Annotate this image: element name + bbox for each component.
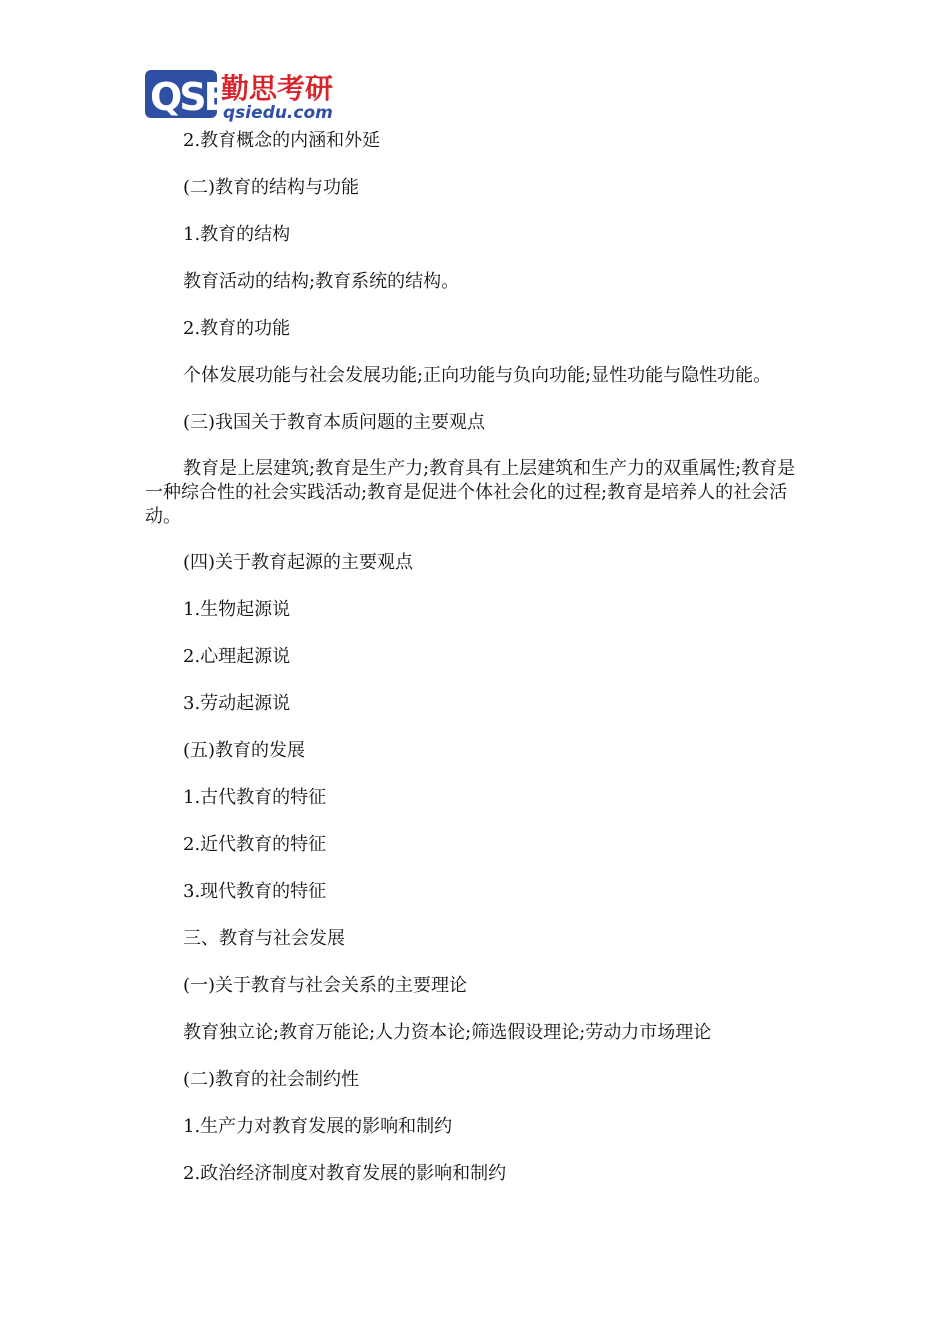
- paragraph: (一)关于教育与社会关系的主要理论: [183, 975, 468, 996]
- paragraph: 教育独立论;教育万能论;人力资本论;筛选假设理论;劳动力市场理论: [183, 1022, 712, 1043]
- paragraph: 教育是上层建筑;教育是生产力;教育具有上层建筑和生产力的双重属性;教育是一种综合性的社会实践活动;教育是促进个体社会化的过程;教育是培养人的社会活动。: [145, 458, 796, 527]
- paragraph: 3.现代教育的特征: [183, 881, 327, 902]
- qse-logo: [143, 66, 353, 124]
- paragraph: 2.教育概念的内涵和外延: [183, 130, 381, 151]
- paragraph: (四)关于教育起源的主要观点: [183, 552, 414, 573]
- paragraph: 3.劳动起源说: [183, 693, 291, 714]
- paragraph: 1.教育的结构: [183, 224, 291, 245]
- document-body: [145, 128, 813, 1208]
- paragraph: (二)教育的社会制约性: [183, 1069, 360, 1090]
- paragraph: 1.生产力对教育发展的影响和制约: [183, 1116, 453, 1137]
- paragraph: 1.古代教育的特征: [183, 787, 327, 808]
- paragraph: (五)教育的发展: [183, 740, 306, 761]
- logo-chinese: 勤思考研: [221, 72, 334, 105]
- paragraph: 2.教育的功能: [183, 318, 291, 339]
- paragraph: 1.生物起源说: [183, 599, 291, 620]
- paragraph: 2.政治经济制度对教育发展的影响和制约: [183, 1163, 507, 1184]
- paragraph: 个体发展功能与社会发展功能;正向功能与负向功能;显性功能与隐性功能。: [183, 365, 772, 386]
- logo-url: qsiedu.com: [223, 103, 333, 123]
- logo-letters: QSE: [150, 75, 227, 119]
- paragraph: 2.近代教育的特征: [183, 834, 327, 855]
- paragraph: 三、教育与社会发展: [183, 928, 345, 949]
- paragraph: 2.心理起源说: [183, 646, 291, 667]
- paragraph: (二)教育的结构与功能: [183, 177, 360, 198]
- paragraph: (三)我国关于教育本质问题的主要观点: [183, 412, 486, 433]
- paragraph: 教育活动的结构;教育系统的结构。: [183, 271, 460, 292]
